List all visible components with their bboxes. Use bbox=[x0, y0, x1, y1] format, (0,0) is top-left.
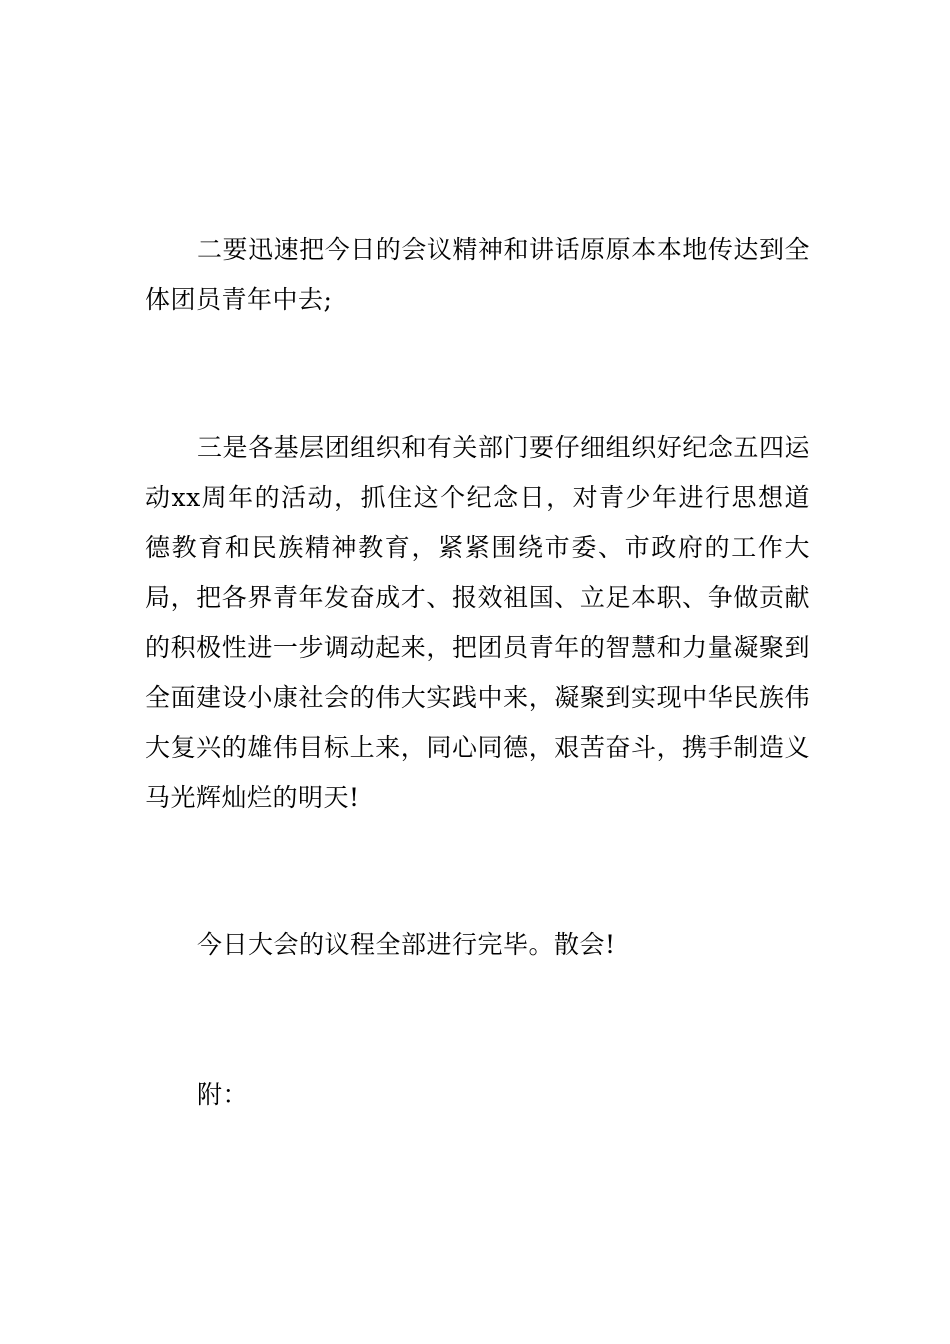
paragraph-may-fourth-activities: 三是各基层团组织和有关部门要仔细组织好纪念五四运动xx周年的活动，抓住这个纪念日，对青少年进行思想道德教育和民族精神教育，紧紧围绕市委、市政府的工作大局，把各界青年发奋成才、报效祖国、立足本职、争做贡献的积极性进一步调动起来，把团员青年的智慧和力量凝聚到全面建设小康社会的伟大实践中来，凝聚到实现中华民族伟大复兴的雄伟目标上来，同心同德，艰苦奋斗，携手制造义马光辉灿烂的明天! bbox=[145, 433, 810, 812]
paragraph-meeting-closing: 今日大会的议程全部进行完毕。散会! bbox=[197, 930, 616, 959]
paragraph-appendix-label: 附： bbox=[197, 1080, 249, 1109]
paragraph-transmit-spirit: 二要迅速把今日的会议精神和讲话原原本本地传达到全体团员青年中去; bbox=[145, 235, 810, 314]
